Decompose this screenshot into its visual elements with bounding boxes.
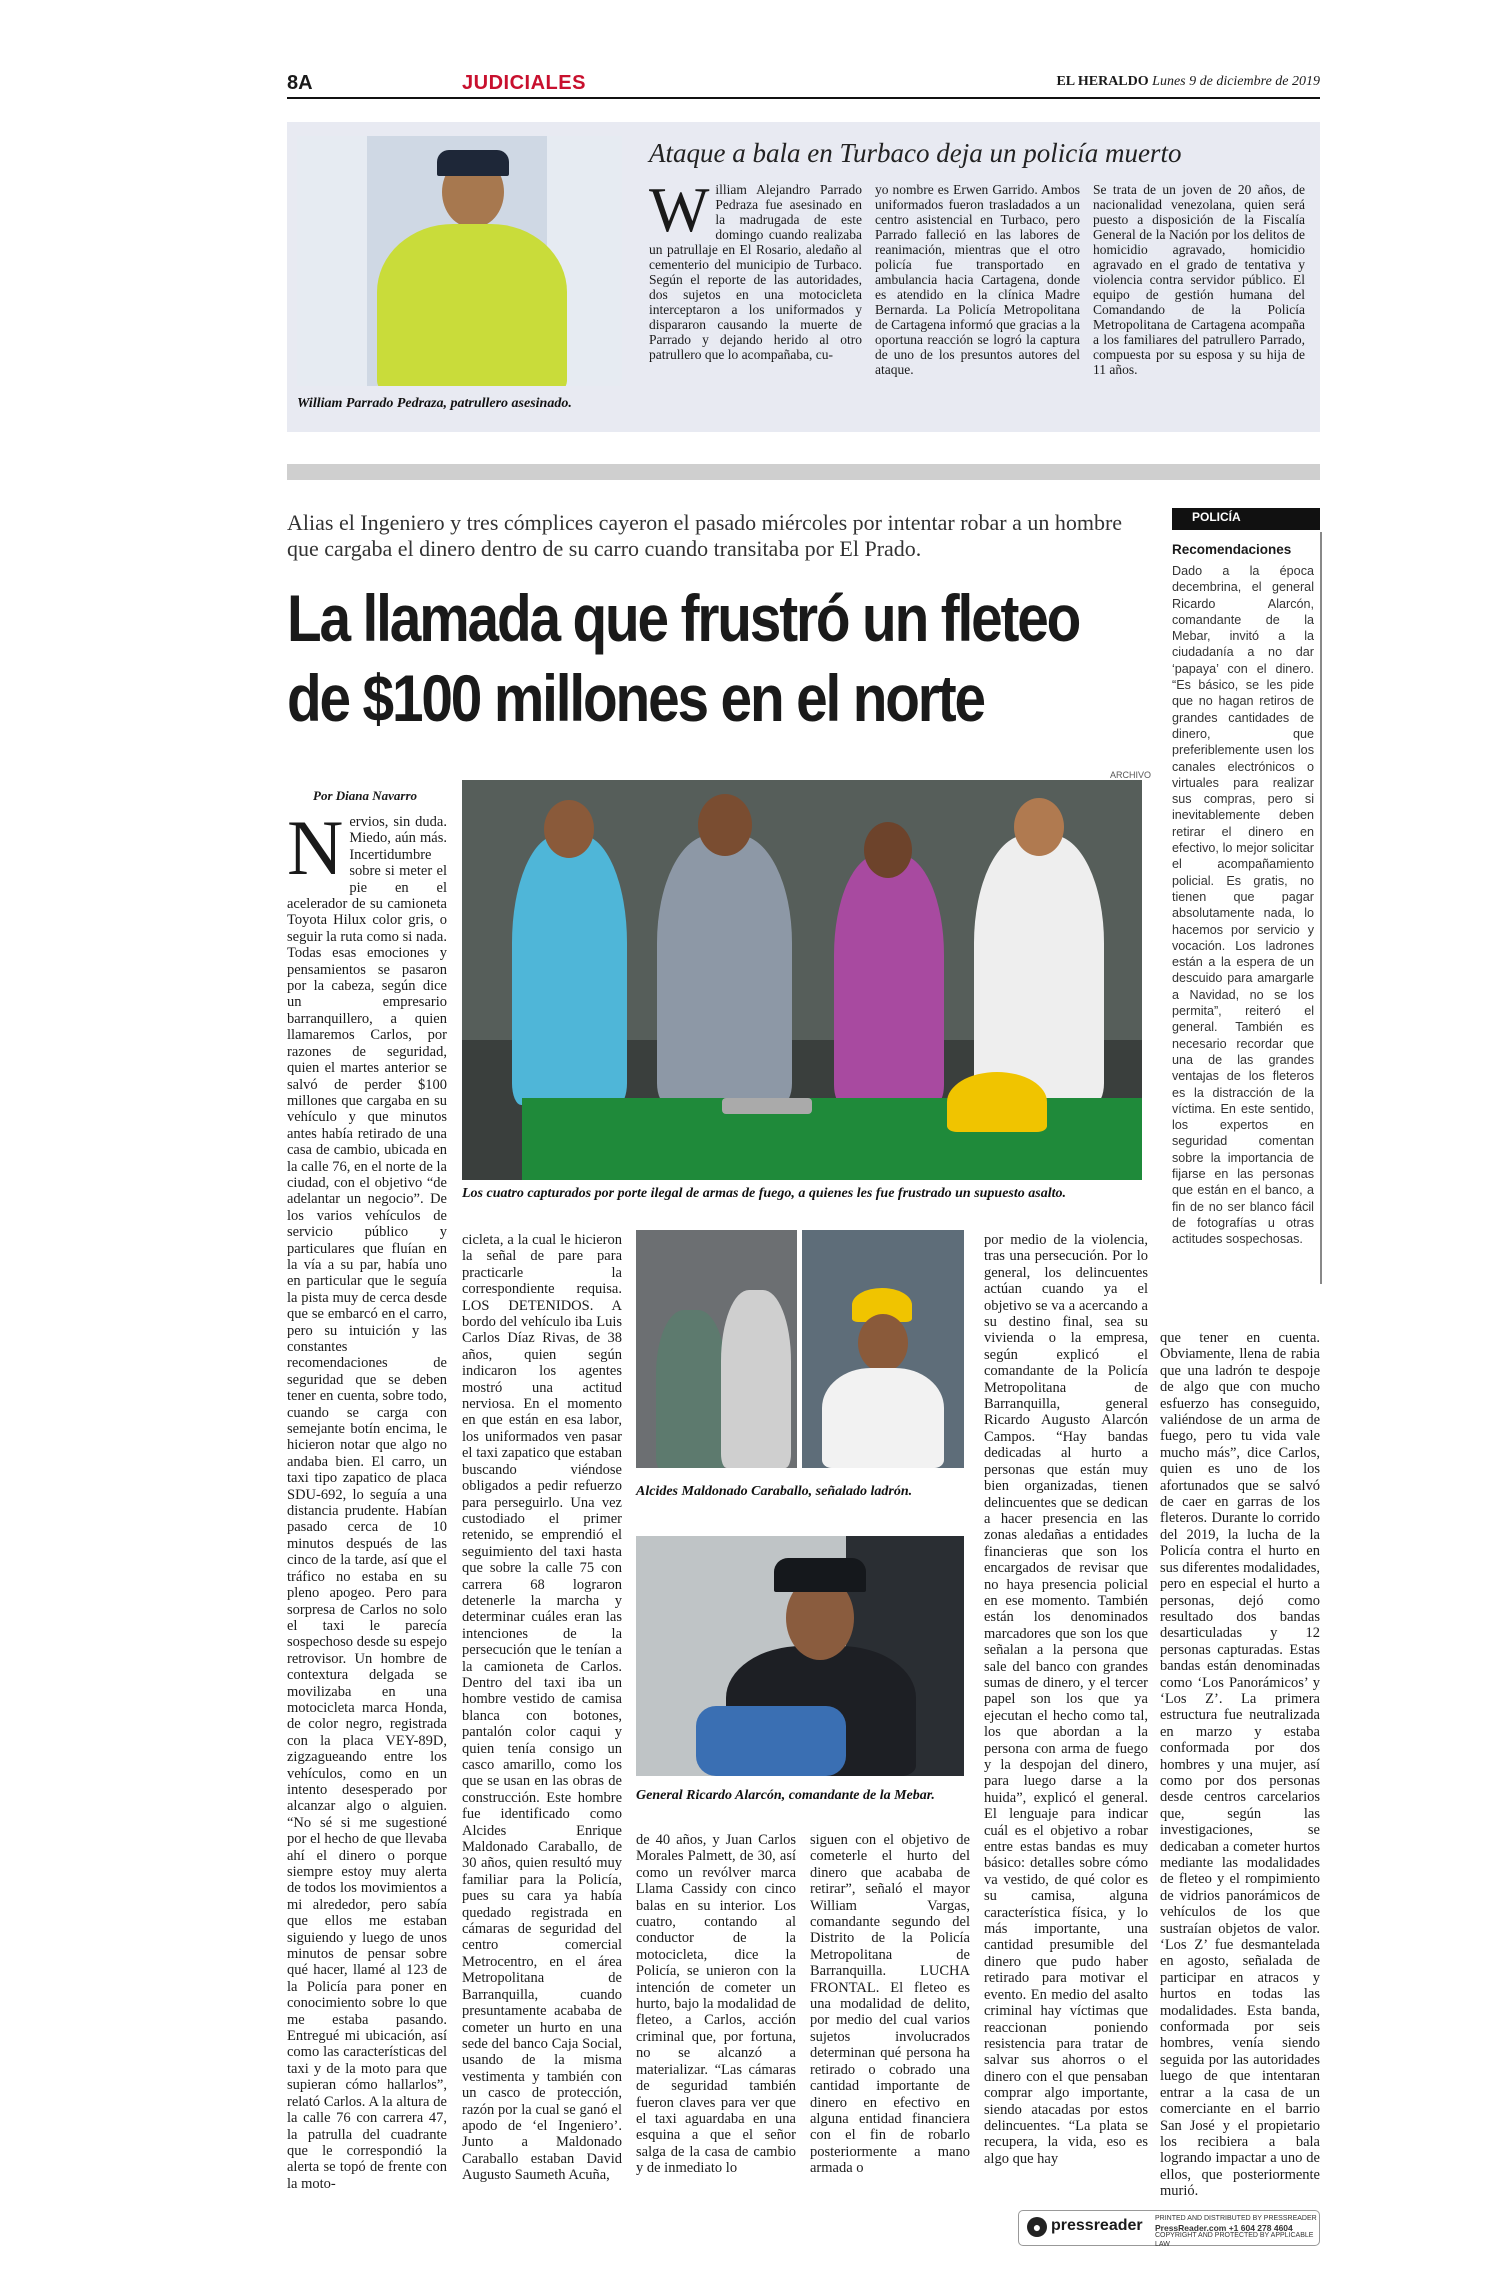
main-col-2-text: cicleta, a la cual le hicieron la señal de pare para practicarle la correspondiente requisa. LOS DETENIDOS. A bordo del vehículo iba Luis Carlos Díaz Rivas, de 38 años, quien según indicaron los agentes mostró una actitud nerviosa. En el momento en que están en esa labor, los uniformados ven pasar el taxi zapatico que estaban buscando viéndose obligados a pedir refuerzo para perseguirlo. Una vez custodiado el primer retenido, se emprendió el seguimiento del taxi hasta que sobre la calle 75 con carrera 68 lograron detenerle la marcha y determinar cuáles eran las intenciones de la persecución que le tenían a la camioneta de Carlos. Dentro del taxi iba un hombre vestido de camisa blanca con botones, pantalón color caqui y quien tenía consigo un casco amarillo, como los que se usan en las obras de construcción. Este hombre fue identificado como Alcides Enrique Maldonado Caraballo, de 30 años, quien resultó muy familiar para la Policía, pues su cara ya había quedado registrada en cámaras de seguridad del centro comercial Metrocentro, en el área Metropolitana de Barranquilla, cuando presuntamente acababa de cometer un hurto en una sede del banco Caja Social, usando de la misma vestimenta y también con un casco de protección, razón por la cual se ganó el apodo de ‘el Ingeniero’. Junto a Maldonado Caraballo estaban David Augusto Saumeth Acuña, <box>462 1232 622 2184</box>
main-col-5 <box>984 1232 1148 2167</box>
cctv-person-2 <box>721 1290 791 1468</box>
suspect-3-head <box>864 822 912 878</box>
sidebar-tag: POLICÍA <box>1172 508 1320 530</box>
main-col-6-text: que tener en cuenta. Obviamente, llena de rabia que una ladrón te despoje de algo que con mucho esfuerzo has conseguido, valiéndose de un arma de fuego, pero tu vida vale mucho más”, dice Carlos, quien es uno de los afortunados que se salvó de caer en garras de los fleteros. Durante lo corrido del 2019, la lucha de la Policía contra el hurto en sus diferentes modalidades, pero en especial el hurto a personas, dejó como resultado dos bandas desarticuladas y 12 personas capturadas. Estas bandas están denominadas como ‘Los Panorámicos’ y ‘Los Z’. La primera estructura fue neutralizada en marzo y estaba conformada por dos hombres y una mujer, así como por dos personas desde centros carcelarios que, según las investigaciones, se dedicaban a cometer hurtos mediante las modalidades de fleteo y el rompimiento de vidrios panorámicos de vehículos de los que sustraían objetos de valor. ‘Los Z’ fue desmantelada en agosto, señalada de participar en atracos y hurtos en todas las modalidades. Esta banda, conformada por seis hombres, venía siendo seguida por las autoridades luego de que intentaran entrar a la casa de un comerciante en el barrio San José y el propietario los recibiera a bala logrando impactar a uno de ellos, que posteriormente murió. <box>1160 1330 1320 2200</box>
cctv-person-1 <box>656 1310 726 1468</box>
paper-name: EL HERALDO <box>1056 74 1149 89</box>
pressreader-icon: ● <box>1027 2217 1047 2237</box>
microphones <box>696 1706 846 1776</box>
sidebar-title: Recomendaciones <box>1172 542 1292 557</box>
top-col-1-text: illiam Alejandro Parrado Pedraza fue asesinado en la madrugada de este domingo cuando realizaba un patrullaje en El Rosario, aledaño al cementerio del municipio de Turbaco. Según el reporte de las autoridades, dos sujetos en una motocicleta interceptaron a los uniformados y dispararon causando la muerte de Parrado y dejando herido al otro patrullero que lo acompañaba, cu- <box>649 182 862 362</box>
pressreader-badge <box>1018 2210 1320 2246</box>
main-col-4-text: siguen con el objetivo de cometerle el hurto del dinero que acababa de retirar”, señaló el mayor William Vargas, comandante segundo del Distrito de la Policía Metropolitana de Barranquilla. LUCHA FRONTAL. El fleteo es una modalidad de delito, por medio del cual varios sujetos involucrados determinan qué persona ha retirado o cobrado una cantidad importante de dinero en efectivo en alguna entidad financiera con el fin de robarlo posteriormente a mano armada o <box>810 1832 970 2177</box>
footer-line-2: PressReader.com +1 604 278 4604 <box>1155 2222 1293 2233</box>
backdrop-panel <box>297 136 367 386</box>
issue-date: Lunes 9 de diciembre de 2019 <box>1152 74 1320 89</box>
headline-line-2: de $100 millones en el norte <box>287 661 984 735</box>
headline <box>287 578 1080 738</box>
separator-bar <box>287 464 1320 480</box>
pressreader-logo: pressreader <box>1051 2217 1143 2234</box>
general-cap <box>774 1558 866 1592</box>
main-dropcap: N <box>287 804 344 891</box>
top-col-3-text: Se trata de un joven de 20 años, de nacionalidad venezolana, quien será puesto a disposición de la Fiscalía General de la Nación por los delitos de homicidio agravado, homicidio agravado en el grado de tentativa y violencia contra servidor público. El equipo de gestión humana del Comandando de la Policía Metropolitana de Cartagena acompaña a los familiares del patrullero Parrado, compuesta por su esposa y su hija de 11 años. <box>1093 182 1305 377</box>
suspect-2 <box>657 835 792 1105</box>
footer-line-1: PRINTED AND DISTRIBUTED BY PRESSREADER <box>1155 2215 1317 2222</box>
main-col-2 <box>462 1232 622 2184</box>
officer-photo <box>297 136 622 386</box>
alcides-photo <box>802 1230 964 1468</box>
main-col-4 <box>810 1832 970 2177</box>
top-story-col-3 <box>1093 182 1305 377</box>
evidence-table <box>522 1098 1142 1180</box>
kicker: Alias el Ingeniero y tres cómplices cayeron el pasado miércoles por intentar robar a un hombre que cargaba el dinero dentro de su carro cuando transitaba por El Prado. <box>287 510 1123 561</box>
main-col-3-text: de 40 años, y Juan Carlos Morales Palmett, de 30, así como un revólver marca Llama Cassidy con cinco balas en su interior. Los cuatro, contando al conductor de la motocicleta, dice la Policía, se unieron con la intención de cometer un hurto, bajo la modalidad de fleteo, a Carlos, acción criminal que, por fortuna, no se alcanzó a materializar. “Las cámaras de seguridad también fueron claves para ver que el taxi aguardaba en una esquina a que el señor salga de la casa de cambio y de inmediato lo <box>636 1832 796 2177</box>
main-col-5-text: por medio de la violencia, tras una persecución. Por lo general, los delincuentes actúan cuando ya el objetivo se va a acercando a su destino final, sea su vivienda o la empresa, según explicó el comandante de la Policía Metropolitana de Barranquilla, general Ricardo Augusto Alarcón Campos. “Hay bandas dedicadas al hurto a personas que están muy bien organizadas, tienen delincuentes que se dedican a hacer presencia en las zonas aledañas a entidades financieras que son los encargados de revisar que no haya presencia policial en ese momento. También están los denominados marcadores que son los que señalan a la persona que sale del banco con grandes sumas de dinero, y el tercer papel son los que ya ejecutan el hecho como tal, los que abordan a la persona con arma de fuego y la despojan del dinero, para luego darse a la huida”, explicó el general. El lenguaje para indicar cuál es el objetivo a robar entre estas bandas es muy básico: detalles sobre cómo va vestido, de qué color es su camisa, alguna característica física, y lo más importante, una cantidad presumible del dinero que pudo haber retirado para motivar el evento. En medio del asalto criminal hay víctimas que reaccionan poniendo resistencia para tratar de salvar sus ahorros o el dinero con el que pensaban comprar algo importante, siendo atacadas por estos delincuentes. “La plata se recupera, la vida, eso es algo que hay <box>984 1232 1148 2167</box>
hard-hat <box>947 1072 1047 1132</box>
main-col-1-text: ervios, sin duda. Miedo, aún más. Incertidumbre sobre si meter el pie en el acelerador de su camioneta Toyota Hilux color gris, o seguir la ruta como si nada. Todas esas emociones y pensamientos se pasaron por la cabeza, según dice un empresario barranquillero, a quien llamaremos Carlos, por razones de seguridad, quien el martes anterior se salvó de perder $100 millones que cargaba en su vehículo y que minutos antes había retirado de una casa de cambio, ubicada en la calle 76, en el norte de la ciudad, con el objetivo “de adelantar un negocio”. De los varios vehículos de servicio público y particulares que fluían en la vía a su par, había uno en particular que le seguía la pista muy de cerca desde que se embarcó en el carro, pero su intuición y las constantes recomendaciones de seguridad que se deben tener en cuenta, sobre todo, cuando se carga con semejante botín encima, le hicieron notar que algo no andaba bien. El carro, un taxi tipo zapatico de placa SDU-692, lo seguía a una distancia prudente. Habían pasado cerca de 10 minutos después de las cinco de la tarde, así que el tráfico no estaba en su pleno apogeo. Pero para sorpresa de Carlos no solo el taxi le parecía sospechoso desde su espejo retrovisor. Un hombre de contextura delgada se movilizaba en una motocicleta marca Honda, de color negro, registrada con la placa VEY-89D, zigzagueando entre los vehículos, como en un intento desesperado por alcanzar algo o alguien. “No sé si me sugestioné por el hecho de que llevaba ahí el dinero o porque siempre estoy muy alerta de todos los movimientos a mi alrededor, pero sabía que ellos me estaban siguiendo y luego de unos minutos de pensar sobre qué hacer, llamé al 123 de la Policía para poner en conocimiento sobre lo que me estaba pasando. Entregué mi ubicación, así como las características del taxi y de la moto para que supieran cómo hallarlos”, relató Carlos. A la altura de la calle 76 con carrera 47, la patrulla del cuadrante que le correspondió la alerta se topó de frente con la moto- <box>287 814 447 2192</box>
top-story-box <box>287 122 1320 432</box>
suspects-photo <box>462 780 1142 1180</box>
sidebar-box <box>1172 532 1322 1284</box>
revolver <box>722 1098 812 1114</box>
headline-line-1: La llamada que frustró un fleteo <box>287 581 1080 655</box>
main-caption: Los cuatro capturados por porte ilegal de armas de fuego, a quienes les fue frustrado un supuesto asalto. <box>462 1186 1066 1201</box>
pressreader-fine-print <box>1155 2215 1317 2249</box>
general-photo <box>636 1536 964 1776</box>
main-col-1 <box>287 804 447 2192</box>
page-number: 8A <box>287 72 313 94</box>
officer-caption: William Parrado Pedraza, patrullero asesinado. <box>297 396 572 411</box>
alcides-head <box>858 1314 908 1372</box>
general-caption: General Ricardo Alarcón, comandante de la Mebar. <box>636 1788 935 1803</box>
top-dropcap: W <box>649 174 710 245</box>
suspect-3 <box>834 855 944 1105</box>
sidebar-text: Dado a la época decembrina, el general Ricardo Alarcón, comandante de la Mebar, invitó a la ciudadanía a no dar ‘papaya’ con el dinero. “Es básico, se les pide que no hagan retiros de grandes cantidades de dinero, que preferiblemente usen los canales electrónicos o virtuales para realizar sus compras, pero si inevitablemente deben retirar el dinero en efectivo, lo mejor solicitar el acompañamiento policial. Es gratis, no tienen que pagar absolutamente nada, lo hacemos por servicio y vocación. Los ladrones están a la espera de un descuido para amargarle a Navidad, no se los permita”, reiteró el general. También es necesario recordar que una de las grandes ventajas de los fleteros es la distracción de la víctima. En este sentido, los expertos en seguridad comentan sobre la importancia de fijarse en las personas que están en el banco, a fin de no ser blanco fácil de fotografías u otras actitudes sospechosas. <box>1172 564 1314 1247</box>
alcides-shirt <box>822 1368 944 1468</box>
main-col-6 <box>1160 1330 1320 2200</box>
top-col-2-text: yo nombre es Erwen Garrido. Ambos uniformados fueron trasladados a un centro asistencial en Turbaco, pero Parrado falleció en las labores de reanimación, mientras que el otro policía fue transportado en ambulancia hacia Cartagena, donde es atendido en la clínica Madre Bernarda. La Policía Metropolitana de Cartagena informó que gracias a la oportuna reacción se logró la captura de uno de los presuntos autores del ataque. <box>875 182 1080 377</box>
officer-vest <box>377 224 567 386</box>
main-col-3 <box>636 1832 796 2177</box>
suspect-2-head <box>698 794 752 856</box>
byline: Por Diana Navarro <box>313 788 418 803</box>
suspect-1 <box>512 835 627 1105</box>
cctv-photo <box>636 1230 797 1468</box>
top-story-col-2 <box>875 182 1080 377</box>
alcides-caption: Alcides Maldonado Caraballo, señalado ladrón. <box>636 1484 913 1499</box>
section-name: JUDICIALES <box>462 72 586 94</box>
officer-cap <box>437 150 509 176</box>
top-story-title: Ataque a bala en Turbaco deja un policía muerto <box>649 138 1182 168</box>
photo-credit: ARCHIVO <box>1110 770 1152 780</box>
footer-line-3: COPYRIGHT AND PROTECTED BY APPLICABLE LAW <box>1155 2232 1314 2248</box>
top-story-col-1 <box>649 174 862 362</box>
masthead-date <box>1056 74 1320 90</box>
suspect-4-head <box>1014 798 1064 856</box>
suspect-1-head <box>544 800 594 858</box>
header-rule <box>287 97 1320 99</box>
suspect-4 <box>974 835 1104 1105</box>
